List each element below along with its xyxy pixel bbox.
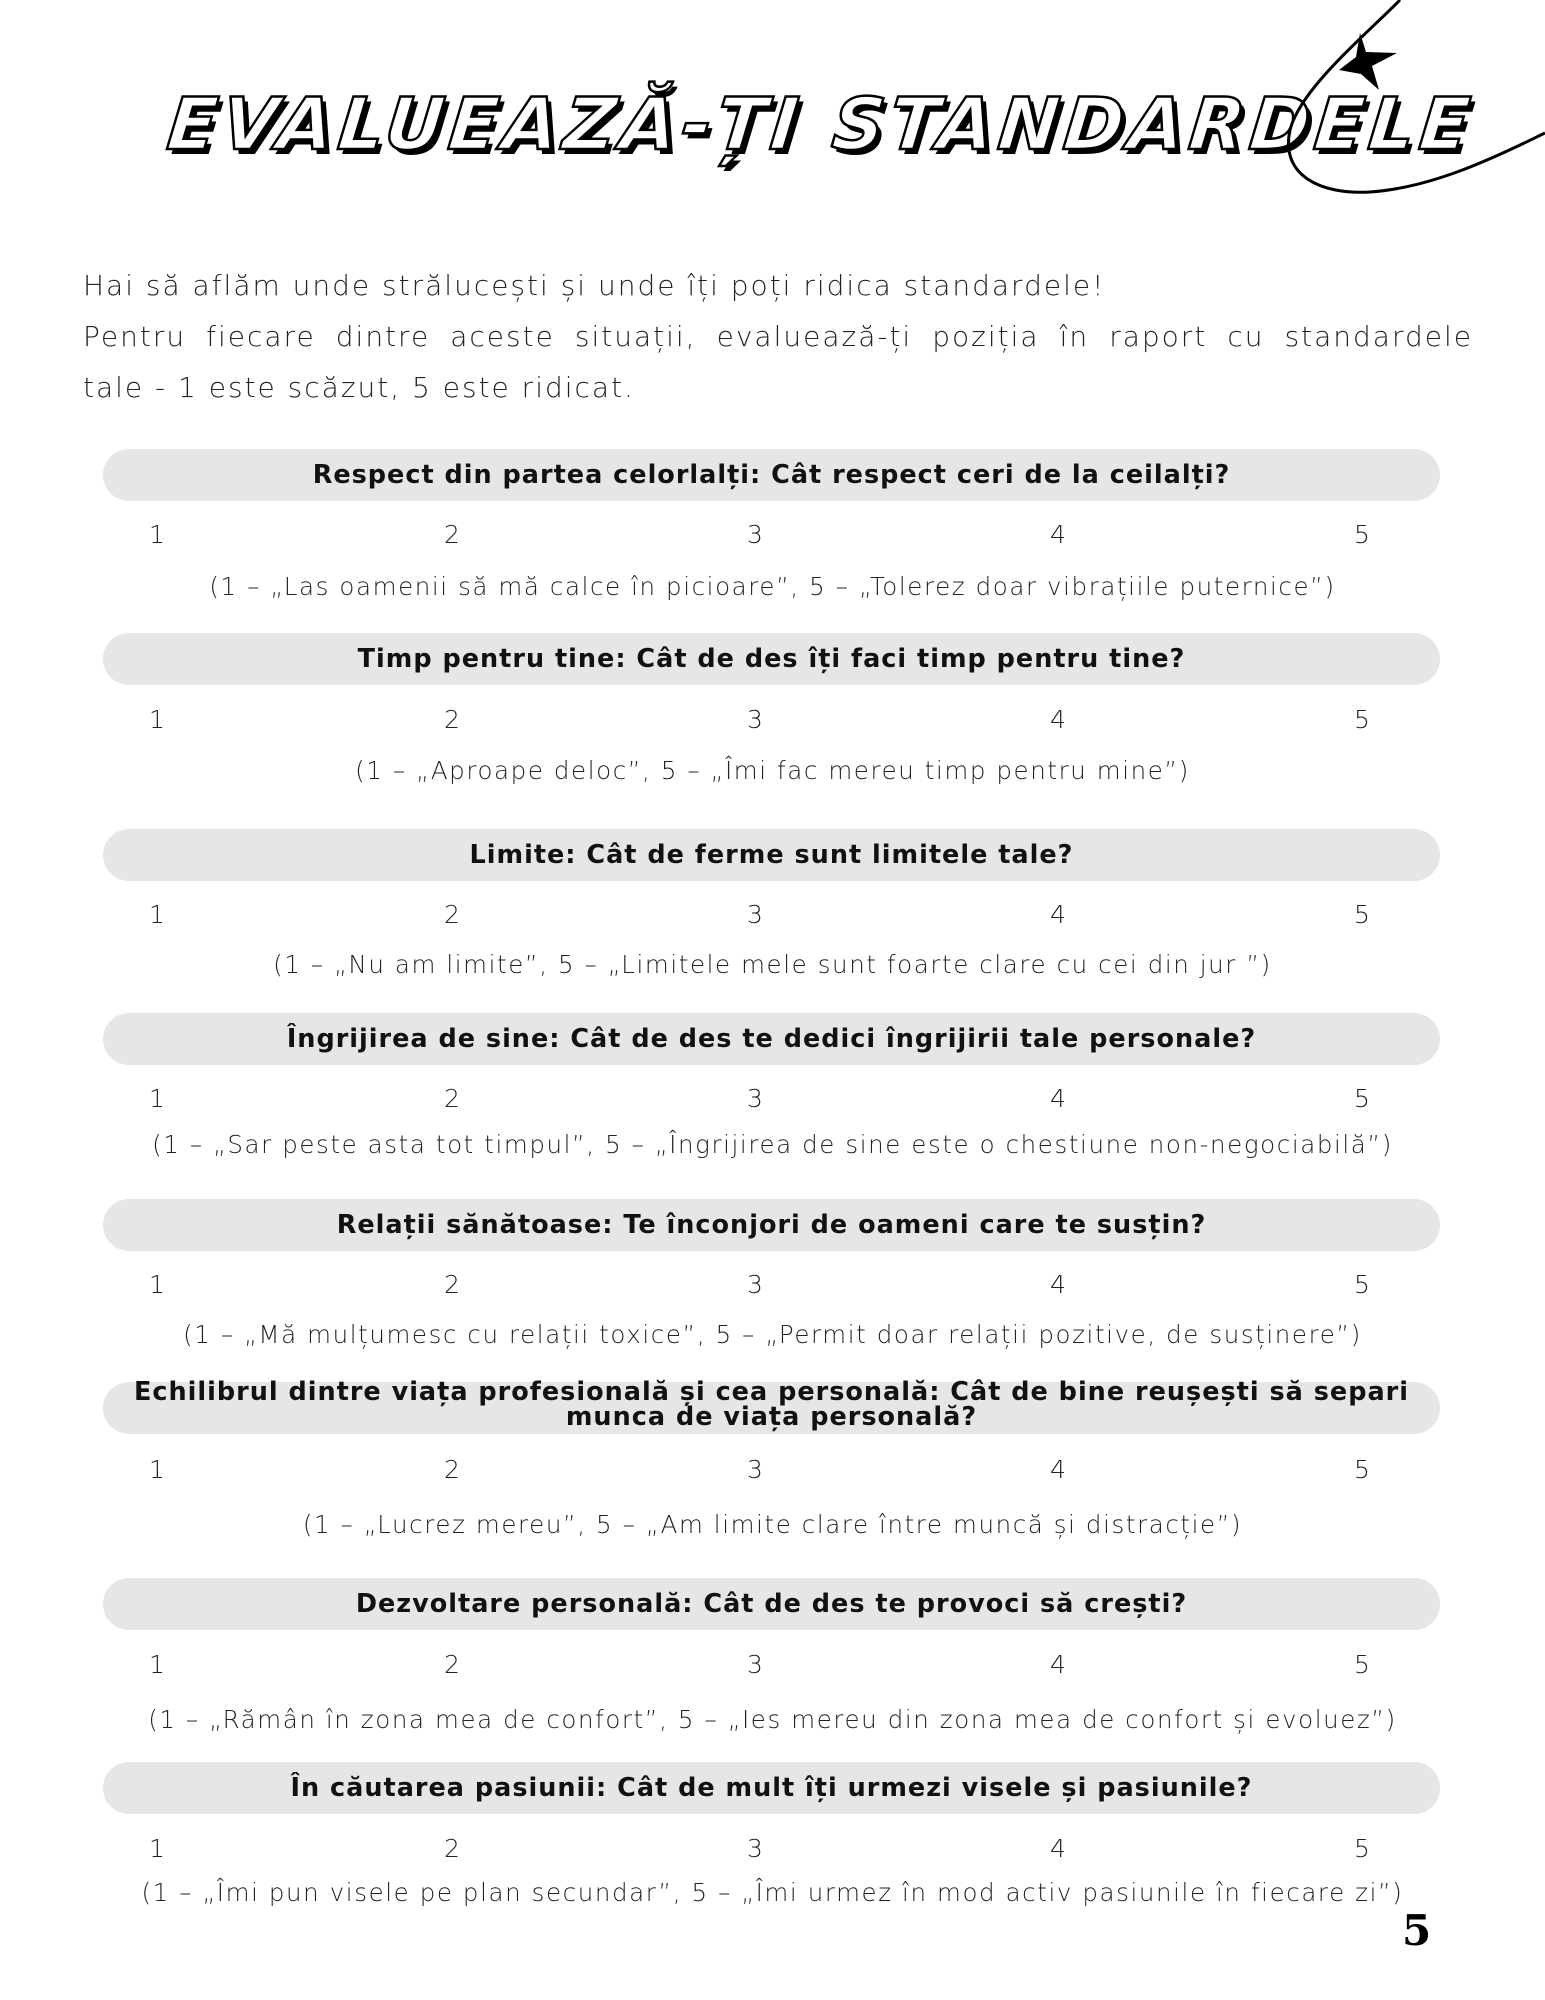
intro-line-1: Hai să aflăm unde strălucești și unde îți poți ridica standardele!: [83, 269, 1106, 302]
question-header: [103, 829, 1440, 881]
rating-option-5[interactable]: 5: [1354, 1455, 1370, 1484]
rating-scale: [0, 900, 1545, 930]
rating-option-2[interactable]: 2: [444, 705, 460, 734]
rating-scale: [0, 1834, 1545, 1864]
rating-option-3[interactable]: 3: [747, 1270, 763, 1299]
rating-option-1[interactable]: 1: [149, 1834, 165, 1863]
rating-option-2[interactable]: 2: [444, 1650, 460, 1679]
rating-option-3[interactable]: 3: [747, 1455, 763, 1484]
rating-option-3[interactable]: 3: [747, 705, 763, 734]
question-header: [103, 1199, 1440, 1251]
rating-scale: [0, 1650, 1545, 1680]
rating-option-1[interactable]: 1: [149, 1650, 165, 1679]
question-scale-description: (1 – „Îmi pun visele pe plan secundar”, 5 – „Îmi urmez în mod activ pasiunile în fiecare zi”): [141, 1878, 1404, 1907]
rating-option-3[interactable]: 3: [747, 1650, 763, 1679]
rating-option-5[interactable]: 5: [1354, 1270, 1370, 1299]
rating-option-4[interactable]: 4: [1050, 1084, 1066, 1113]
question-header: [103, 449, 1440, 501]
rating-option-2[interactable]: 2: [444, 1834, 460, 1863]
question-scale-description: (1 – „Mă mulțumesc cu relații toxice”, 5 – „Permit doar relații pozitive, de susținere”): [183, 1320, 1362, 1349]
rating-option-5[interactable]: 5: [1354, 1834, 1370, 1863]
rating-option-3[interactable]: 3: [747, 900, 763, 929]
question-header: [103, 633, 1440, 685]
rating-option-1[interactable]: 1: [149, 520, 165, 549]
rating-option-1[interactable]: 1: [149, 900, 165, 929]
question-title: Dezvoltare personală: Cât de des te provoci să crești?: [355, 1589, 1188, 1619]
question-title: Respect din partea celorlalți: Cât respect ceri de la ceilalți?: [312, 460, 1231, 490]
question-title: Echilibrul dintre viața profesională și cea personală: Cât de bine reușești să separi munca de viața personală?: [133, 1377, 1410, 1432]
question-scale-description: (1 – „Lucrez mereu”, 5 – „Am limite clare între muncă și distracție”): [302, 1510, 1243, 1539]
intro-text: [83, 260, 1473, 413]
rating-option-5[interactable]: 5: [1354, 705, 1370, 734]
rating-option-2[interactable]: 2: [444, 1270, 460, 1299]
rating-option-5[interactable]: 5: [1354, 520, 1370, 549]
question-scale-description: (1 – „Las oamenii să mă calce în picioare”, 5 – „Tolerez doar vibrațiile puternice”): [209, 572, 1336, 601]
rating-option-3[interactable]: 3: [747, 1834, 763, 1863]
question-header: [103, 1762, 1440, 1814]
question-title: Îngrijirea de sine: Cât de des te dedici îngrijirii tale personale?: [286, 1024, 1257, 1054]
rating-scale: [0, 520, 1545, 550]
rating-option-5[interactable]: 5: [1354, 1084, 1370, 1113]
question-title: Timp pentru tine: Cât de des îți faci timp pentru tine?: [357, 644, 1186, 674]
rating-option-3[interactable]: 3: [747, 520, 763, 549]
rating-option-5[interactable]: 5: [1354, 1650, 1370, 1679]
question-title: În căutarea pasiunii: Cât de mult îți urmezi visele și pasiunile?: [290, 1773, 1253, 1803]
question-title: Relații sănătoase: Te înconjori de oameni care te susțin?: [336, 1210, 1207, 1240]
rating-option-4[interactable]: 4: [1050, 705, 1066, 734]
rating-option-5[interactable]: 5: [1354, 900, 1370, 929]
question-title: Limite: Cât de ferme sunt limitele tale?: [469, 840, 1074, 870]
rating-option-2[interactable]: 2: [444, 1455, 460, 1484]
rating-option-1[interactable]: 1: [149, 1455, 165, 1484]
rating-scale: [0, 1084, 1545, 1114]
rating-option-1[interactable]: 1: [149, 705, 165, 734]
question-header: [103, 1377, 1440, 1434]
rating-scale: [0, 1270, 1545, 1300]
rating-option-4[interactable]: 4: [1050, 1455, 1066, 1484]
question-scale-description: (1 – „Rămân în zona mea de confort”, 5 – „Ies mereu din zona mea de confort și evoluez”): [148, 1705, 1397, 1734]
shooting-star-icon: [1260, 0, 1545, 200]
rating-option-4[interactable]: 4: [1050, 1834, 1066, 1863]
rating-option-4[interactable]: 4: [1050, 1270, 1066, 1299]
rating-option-2[interactable]: 2: [444, 900, 460, 929]
question-scale-description: (1 – „Aproape deloc”, 5 – „Îmi fac mereu timp pentru mine”): [355, 756, 1190, 785]
question-scale-description: (1 – „Nu am limite”, 5 – „Limitele mele sunt foarte clare cu cei din jur ”): [273, 950, 1272, 979]
rating-option-2[interactable]: 2: [444, 1084, 460, 1113]
rating-option-1[interactable]: 1: [149, 1270, 165, 1299]
intro-line-3: tale - 1 este scăzut, 5 este ridicat.: [83, 371, 635, 404]
rating-option-4[interactable]: 4: [1050, 520, 1066, 549]
rating-option-3[interactable]: 3: [747, 1084, 763, 1113]
question-scale-description: (1 – „Sar peste asta tot timpul”, 5 – „Îngrijirea de sine este o chestiune non-negociabilă”): [152, 1130, 1393, 1159]
rating-option-4[interactable]: 4: [1050, 900, 1066, 929]
rating-scale: [0, 1455, 1545, 1485]
intro-line-2: Pentru fiecare dintre aceste situații, evaluează-ți poziția în raport cu standardele: [83, 320, 1473, 353]
question-header: [103, 1578, 1440, 1630]
rating-option-2[interactable]: 2: [444, 520, 460, 549]
rating-option-4[interactable]: 4: [1050, 1650, 1066, 1679]
page-title: EVALUEAZĂ-ȚI STANDARDELE: [163, 82, 1479, 166]
page-number: 5: [1402, 1906, 1432, 1955]
rating-option-1[interactable]: 1: [149, 1084, 165, 1113]
question-header: [103, 1013, 1440, 1065]
rating-scale: [0, 705, 1545, 735]
